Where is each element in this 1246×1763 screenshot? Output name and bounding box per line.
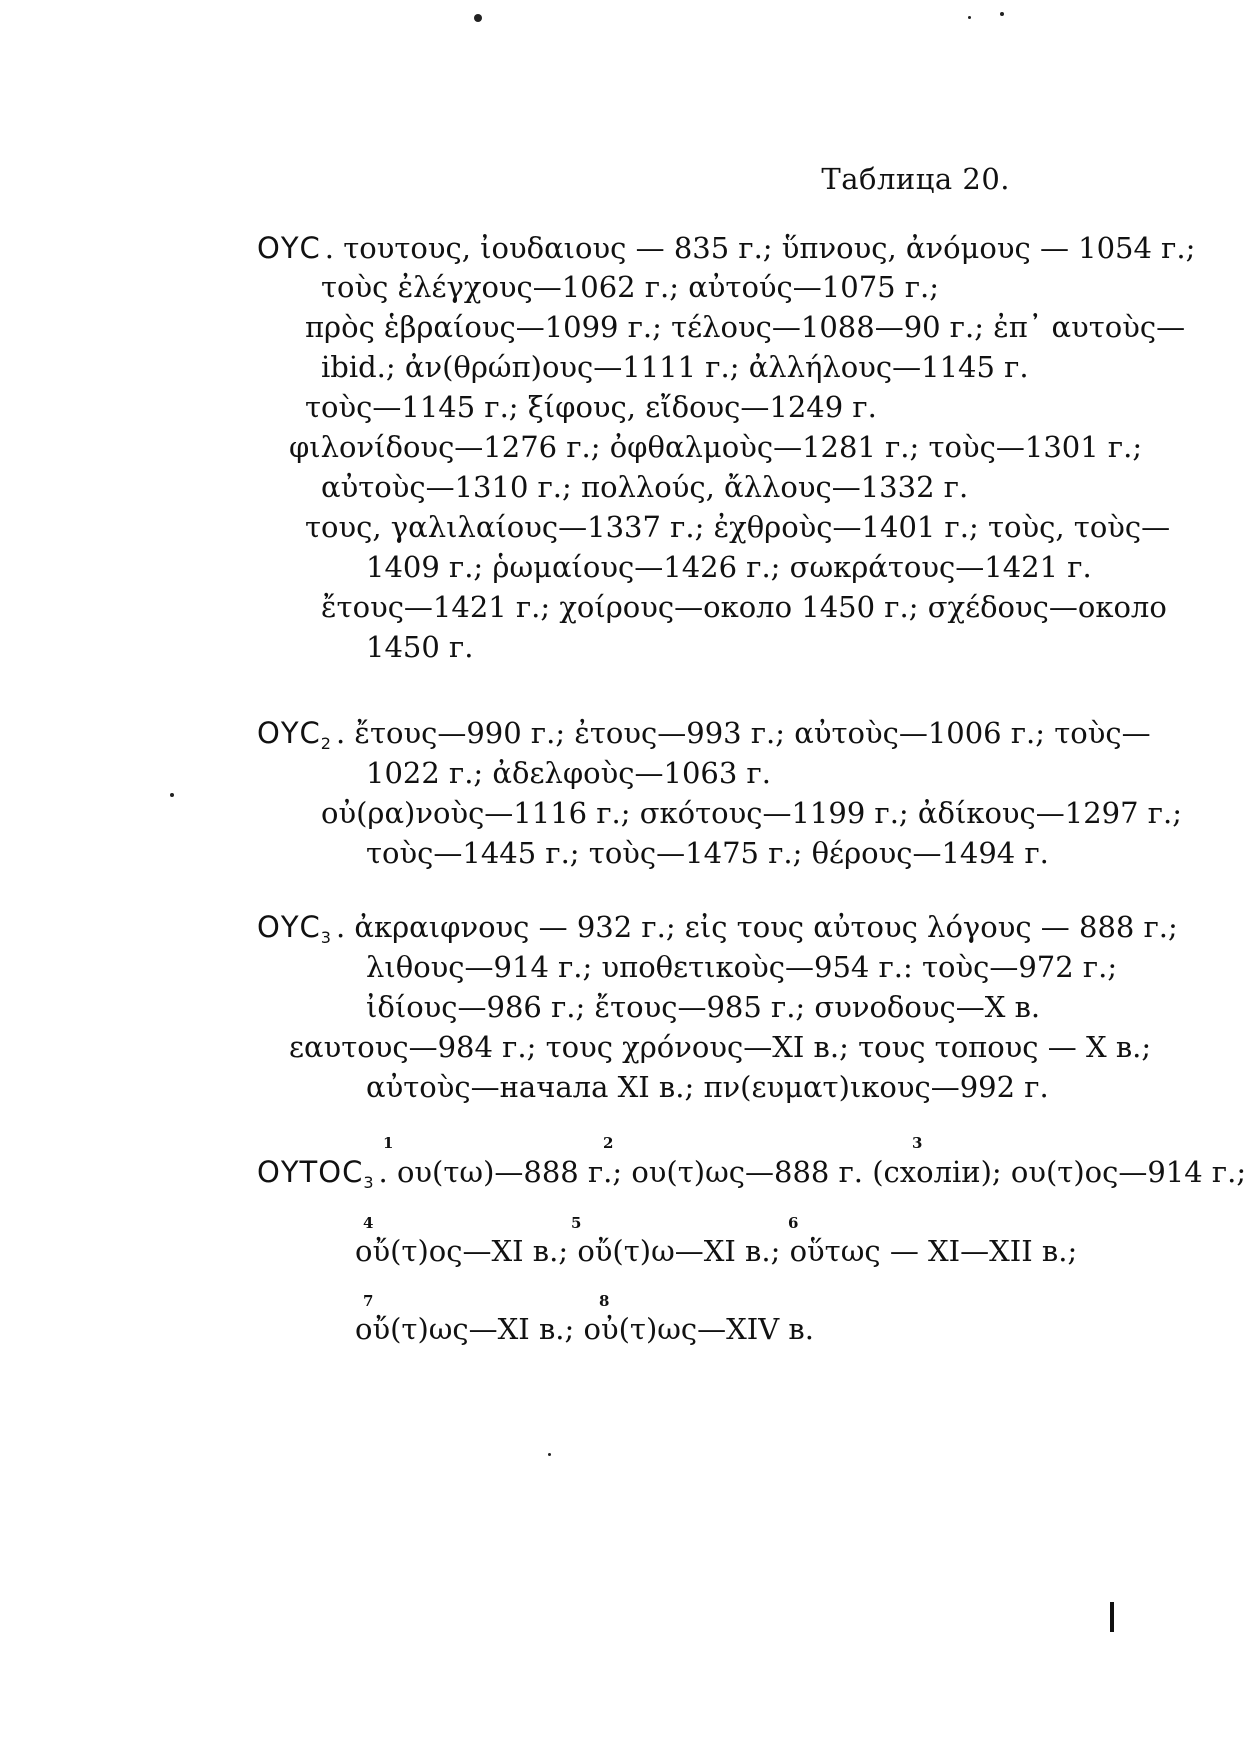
variant-number: 4 [363, 1214, 374, 1232]
entry-line: εαυτους—984 г.; τους χρόνους—XI в.; τους τοπους — X в.; [289, 1030, 1152, 1064]
entry-line: ibid.; ἀν(θρώπ)ους—1111 г.; ἀλλήλους—1145 г. [321, 350, 1029, 384]
entry-line: 1450 г. [366, 630, 474, 664]
scan-speck [548, 1453, 551, 1456]
entry-line: ἰδίους—986 г.; ἔτους—985 г.; συνοδους—X в. [366, 990, 1041, 1024]
entry-line: αὐτοὺς—1310 г.; πολλούς, ἄλλους—1332 г. [321, 470, 969, 504]
entry-first-line: $O\Upsilon C_3$ . ἀκραιφνους — 932 г.; εἰς τους αὐτους λόγους — 888 г.; [257, 910, 1178, 947]
variant-number: 2 [603, 1134, 614, 1152]
entry-heading: $O\Upsilon TOC_3$ [257, 1155, 375, 1192]
scan-edge-mark [1110, 1602, 1114, 1632]
entry-first-line: ΟΥC . τουτους, ἰουδαιους — 835 г.; ὕπνους, ἀνόμους — 1054 г.; [257, 231, 1196, 265]
entry-first-line: $O\Upsilon TOC_3$ . ου(τω)—888 г.; ου(τ)ως—888 г. (схолiи); ου(τ)ος—914 г.; [257, 1155, 1246, 1192]
variant-number: 7 [363, 1292, 374, 1310]
entry-heading: $O\Upsilon C_3$ [257, 910, 332, 947]
entry-line: 1409 г.; ῥωμαίους—1426 г.; σωκράτους—1421 г. [366, 550, 1092, 584]
scan-speck [474, 14, 482, 22]
entry-line: λιθους—914 г.; υποθετικοὺς—954 г.: τοὺς—972 г.; [366, 950, 1118, 984]
entry-line: 1022 г.; ἀδελφοὺς—1063 г. [366, 756, 771, 790]
entry-line: ἔτους—1421 г.; χοίρους—около 1450 г.; σχέδους—около [321, 590, 1167, 624]
scan-speck [1000, 12, 1004, 16]
entry-line: τοὺς—1445 г.; τοὺς—1475 г.; θέρους—1494 г. [366, 836, 1049, 870]
entry-line: φιλονίδους—1276 г.; ὀφθαλμοὺς—1281 г.; τοὺς—1301 г.; [289, 430, 1143, 464]
entry-line: οὐ(ρα)νοὺς—1116 г.; σκότους—1199 г.; ἀδίκους—1297 г.; [321, 796, 1182, 830]
variant-number: 3 [912, 1134, 923, 1152]
entry-line: πρὸς ἑβραίους—1099 г.; τέλους—1088—90 г.; ἐπ᾽ αυτοὺς— [305, 310, 1186, 344]
scan-speck [968, 16, 971, 19]
variant-number: 6 [788, 1214, 799, 1232]
page-title: Таблица 20. [821, 162, 1010, 196]
scan-speck [170, 793, 174, 797]
entry-line: τοὺς ἐλέγχους—1062 г.; αὐτούς—1075 г.; [321, 270, 940, 304]
variant-number: 8 [599, 1292, 610, 1310]
entry-line: οὔ(τ)ος—XI в.; οὔ(τ)ω—XI в.; οὕτως — XI—XII в.; [355, 1234, 1078, 1268]
entry-line: τους, γαλιλαίους—1337 г.; ἐχθροὺς—1401 г.; τοὺς, τοὺς— [305, 510, 1171, 544]
entry-line: τοὺς—1145 г.; ξίφους, εἴδους—1249 г. [305, 390, 877, 424]
entry-heading: $O\Upsilon C_2$ [257, 716, 332, 753]
entry-first-line: $O\Upsilon C_2$ . ἔτους—990 г.; ἐτους—993 г.; αὐτοὺς—1006 г.; τοὺς— [257, 716, 1151, 753]
entry-heading: ΟΥC [257, 231, 321, 265]
variant-number: 5 [571, 1214, 582, 1232]
entry-line: αὐτοὺς—начала XI в.; πν(ευματ)ικους—992 г. [366, 1070, 1049, 1104]
entry-line: οὔ(τ)ως—XI в.; οὐ(τ)ως—XIV в. [355, 1312, 814, 1346]
variant-number: 1 [383, 1134, 394, 1152]
